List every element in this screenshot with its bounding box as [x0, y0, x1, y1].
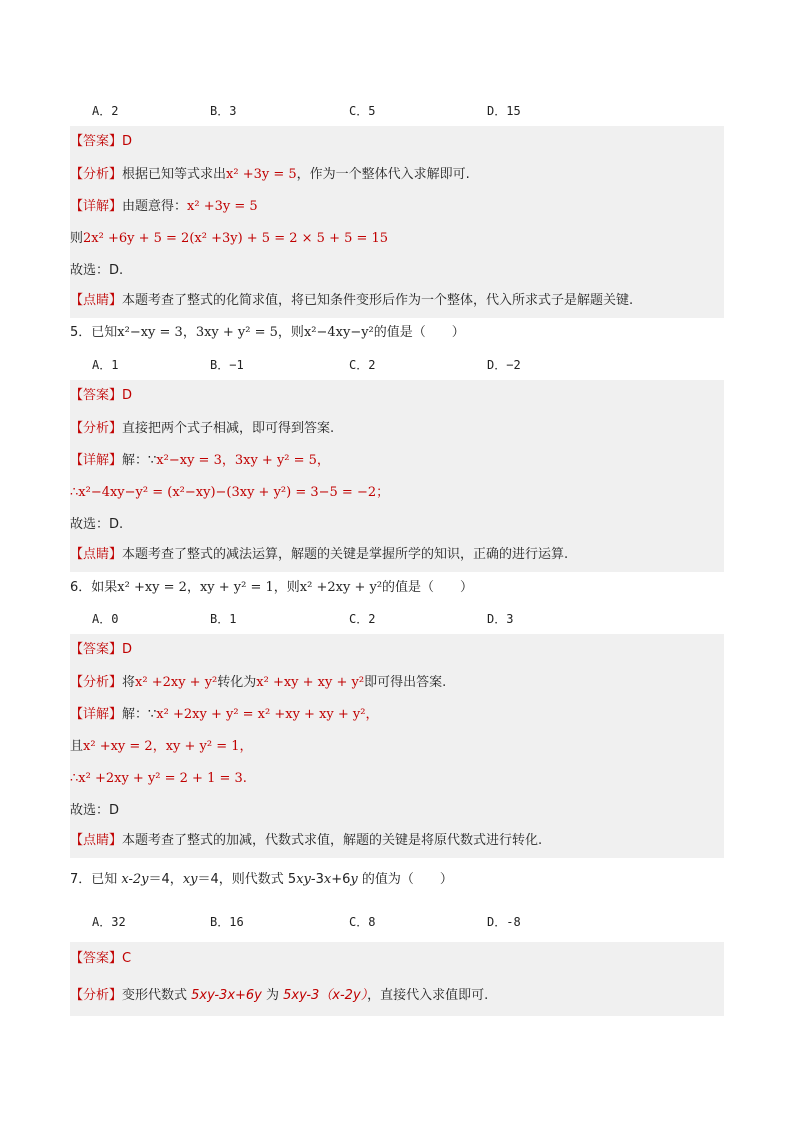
analysis-text-pre: 变形代数式: [122, 988, 192, 1003]
detail-math: x²−xy = 3，3xy + y² = 5，: [156, 453, 330, 468]
answer-value: D: [122, 642, 133, 657]
q5-option-b: B．−1: [210, 358, 244, 372]
detail-text-pre: 解：∵: [122, 453, 157, 468]
q4-detail-line: [70, 192, 724, 224]
q6-option-b: B．1: [210, 612, 237, 626]
analysis-tag: 【分析】: [70, 988, 123, 1003]
q7-option-b: B．16: [210, 915, 244, 929]
q6-option-c: C．2: [349, 612, 376, 626]
choose-text: 故选：D: [70, 803, 120, 818]
question-text: -3: [310, 872, 324, 887]
q5-detail-line-2: [70, 478, 724, 510]
question-math: x² +xy = 2，xy + y² = 1: [117, 580, 274, 595]
question-text-mid: ，则: [273, 580, 300, 595]
choose-text: 故选：D.: [70, 263, 124, 278]
q7-analysis-line: [70, 976, 724, 1016]
detail-text: 则: [70, 231, 84, 246]
question-math-2: x²−4xy−y²: [303, 325, 374, 340]
choose-text: 故选：D.: [70, 517, 124, 532]
analysis-text-post: ，作为一个整体代入求解即可.: [296, 167, 470, 182]
q4-options: [0, 101, 794, 121]
analysis-text-post: 即可得出答案.: [364, 675, 447, 690]
analysis-tag: 【分析】: [70, 421, 123, 436]
answer-tag: 【答案】: [70, 388, 123, 403]
q4-detail-line-2: [70, 224, 724, 256]
q7-question: [70, 869, 724, 891]
question-math: xy: [182, 872, 198, 887]
detail-text-pre: 由题意得：: [122, 199, 188, 214]
q5-option-a: A．1: [92, 358, 119, 372]
q4-comment-line: [70, 286, 724, 318]
question-text-pre: 5．已知: [70, 325, 118, 340]
question-math: x²−xy = 3，3xy + y² = 5: [117, 325, 278, 340]
answer-tag: 【答案】: [70, 951, 123, 966]
q7-option-d: D．-8: [487, 915, 521, 929]
detail-math: x² +2xy + y² = x² +xy + xy + y²，: [156, 707, 379, 722]
detail-text-pre: 解：∵: [122, 707, 157, 722]
q6-choose-line: [70, 796, 724, 826]
comment-text: 本题考查了整式的化简求值，将已知条件变形后作为一个整体，代入所求式子是解题关键.: [122, 293, 634, 308]
analysis-text-mid: 为: [261, 988, 284, 1003]
analysis-expression: 5xy-3x+6y: [191, 988, 262, 1003]
q4-option-d: D．15: [487, 104, 521, 118]
q5-answer-line: [70, 380, 724, 414]
analysis-text-post: ，直接代入求值即可.: [367, 988, 489, 1003]
question-math: y: [350, 872, 358, 887]
q6-answer-line: [70, 634, 724, 668]
question-text-mid: ，则: [277, 325, 304, 340]
answer-value: D: [122, 388, 133, 403]
q4-analysis-line: [70, 160, 724, 192]
question-math-2: x² +2xy + y²: [299, 580, 383, 595]
answer-value: C: [122, 951, 132, 966]
question-math: x: [323, 872, 332, 887]
detail-math: x² +xy = 2，xy + y² = 1，: [83, 739, 253, 754]
analysis-text-pre: 将: [122, 675, 136, 690]
q5-comment-line: [70, 540, 724, 572]
answer-tag: 【答案】: [70, 642, 123, 657]
analysis-tag: 【分析】: [70, 675, 123, 690]
q4-answer-line: [70, 131, 132, 153]
detail-tag: 【详解】: [70, 199, 123, 214]
q6-analysis-line: [70, 668, 724, 700]
q6-detail-line: [70, 700, 724, 732]
question-text-post: 的值是（ ）: [382, 580, 474, 595]
analysis-text: 直接把两个式子相减，即可得到答案.: [122, 421, 335, 436]
analysis-expression-2: 5xy-3（x-2y）: [283, 988, 368, 1003]
analysis-math: x² +2xy + y²: [135, 675, 218, 690]
q6-detail-line-3: [70, 764, 724, 796]
q6-options: [0, 609, 794, 629]
question-text: ＝4，: [148, 872, 183, 887]
answer-value: D: [122, 134, 133, 149]
question-text: ＝4，则代数式 5: [197, 872, 297, 887]
question-math: xy: [296, 872, 311, 887]
question-text: +6: [331, 872, 351, 887]
q5-question: [70, 322, 724, 344]
question-math: x-2y: [121, 872, 149, 887]
comment-text: 本题考查了整式的加减，代数式求值，解题的关键是将原代数式进行转化.: [122, 833, 543, 848]
comment-tag: 【点睛】: [70, 547, 123, 562]
q7-answer-line: [70, 942, 724, 976]
q5-option-c: C．2: [349, 358, 376, 372]
detail-math: 2x² +6y + 5 = 2(x² +3y) + 5 = 2 × 5 + 5 = 15: [83, 231, 389, 246]
q6-comment-line: [70, 826, 724, 858]
detail-text: 且: [70, 739, 84, 754]
q4-option-c: C．5: [349, 104, 376, 118]
question-text-post: 的值为（ ）: [357, 872, 453, 887]
detail-tag: 【详解】: [70, 453, 123, 468]
q6-question: [70, 577, 724, 599]
q4-solution-block: [70, 126, 724, 160]
q6-option-d: D．3: [487, 612, 514, 626]
detail-tag: 【详解】: [70, 707, 123, 722]
analysis-text-mid: 转化为: [217, 675, 257, 690]
q4-option-b: B．3: [210, 104, 237, 118]
analysis-text-pre: 根据已知等式求出: [122, 167, 227, 182]
question-text-post: 的值是（ ）: [373, 325, 465, 340]
detail-math: ∴x²−4xy−y² = (x²−xy)−(3xy + y²) = 3−5 = −2；: [70, 485, 390, 500]
q7-option-c: C．8: [349, 915, 376, 929]
comment-text: 本题考查了整式的减法运算，解题的关键是掌握所学的知识，正确的进行运算.: [122, 547, 569, 562]
comment-tag: 【点睛】: [70, 293, 123, 308]
q5-choose-line: [70, 510, 724, 540]
analysis-tag: 【分析】: [70, 167, 123, 182]
q5-option-d: D．−2: [487, 358, 521, 372]
comment-tag: 【点睛】: [70, 833, 123, 848]
q5-analysis-line: [70, 414, 724, 446]
q5-options: [0, 355, 794, 375]
q4-option-a: A．2: [92, 104, 119, 118]
q7-option-a: A．32: [92, 915, 126, 929]
q5-detail-line: [70, 446, 724, 478]
q6-detail-line-2: [70, 732, 724, 764]
question-text-pre: 7．已知: [70, 872, 122, 887]
detail-math: ∴x² +2xy + y² = 2 + 1 = 3.: [70, 771, 247, 786]
analysis-math: x² +3y = 5: [226, 167, 297, 182]
detail-math: x² +3y = 5: [187, 199, 258, 214]
answer-tag: 【答案】: [70, 134, 123, 149]
analysis-math-2: x² +xy + xy + y²: [256, 675, 365, 690]
q7-options: [0, 912, 794, 932]
q6-option-a: A．0: [92, 612, 119, 626]
question-text-pre: 6．如果: [70, 580, 118, 595]
q4-choose-line: [70, 256, 724, 286]
